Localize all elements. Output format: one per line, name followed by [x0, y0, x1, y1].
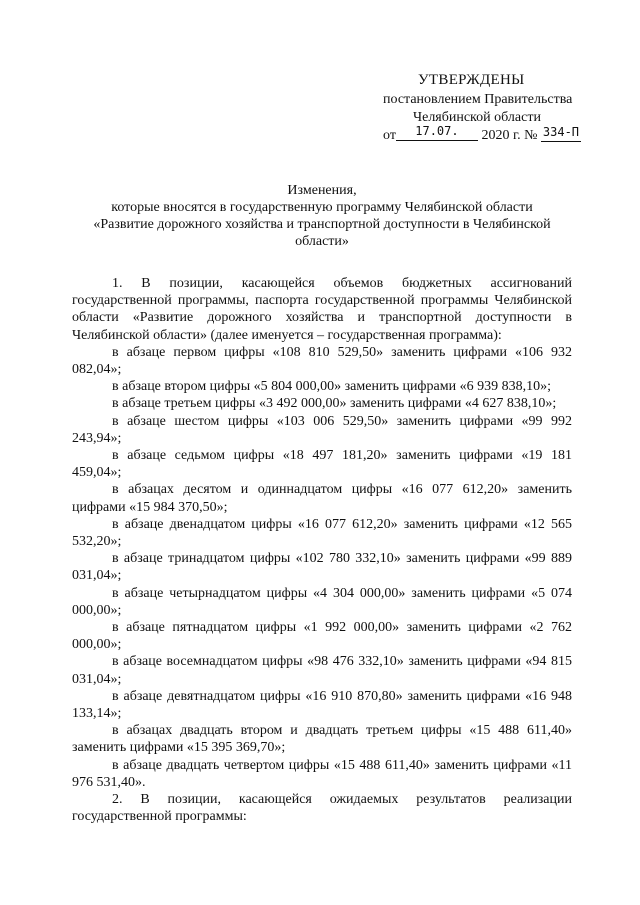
paragraph: в абзаце четырнадцатом цифры «4 304 000,00» заменить цифрами «5 074 000,00»; [72, 585, 572, 618]
paragraph: в абзаце первом цифры «108 810 529,50» заменить цифрами «106 932 082,04»; [72, 344, 572, 378]
paragraph: в абзаце седьмом цифры «18 497 181,20» заменить цифрами «19 181 459,04»; [72, 448, 572, 481]
paragraph: в абзаце девятнадцатом цифры «16 910 870,80» заменить цифрами «16 948 133,14»; [72, 688, 572, 722]
paragraph: в абзаце втором цифры «5 804 000,00» заменить цифрами «6 939 838,10»; [112, 379, 551, 395]
paragraph: в абзаце шестом цифры «103 006 529,50» заменить цифрами «99 992 243,94»; [72, 413, 572, 446]
decree-date: 17.07. [396, 123, 478, 141]
heading-line: которые вносятся в государственную программу Челябинской области [111, 200, 533, 215]
paragraph: 2. В позиции, касающейся ожидаемых результатов реализации государственной программы: [72, 792, 572, 825]
paragraph: в абзацах десятом и одиннадцатом цифры «16 077 612,20» заменить цифрами «15 984 370,50»; [72, 482, 572, 515]
paragraph: в абзацах двадцать втором и двадцать третьем цифры «15 488 611,40» заменить цифрами «15 395 369,70»; [72, 723, 572, 756]
decree-year: 2020 г. № [481, 128, 538, 143]
approved-by: постановлением Правительства [383, 92, 573, 107]
heading-line: области» [295, 234, 349, 249]
heading-line: Изменения, [287, 183, 357, 198]
paragraph: в абзаце двадцать четвертом цифры «15 488 611,40» заменить цифрами «11 976 531,40». [72, 757, 572, 790]
approved-title: УТВЕРЖДЕНЫ [418, 72, 525, 88]
paragraph: 1. В позиции, касающейся объемов бюджетных ассигнований государственной программы, паспорта государственной программы Челябинской области «Развитие дорожного хозяйства и транспортной доступности в Челябинской области» (далее именуется – государственная программа): [72, 276, 572, 343]
paragraph: в абзаце пятнадцатом цифры «1 992 000,00» заменить цифрами «2 762 000,00»; [72, 620, 572, 653]
paragraph: в абзаце тринадцатом цифры «102 780 332,10» заменить цифрами «99 889 031,04»; [72, 551, 572, 584]
paragraph: в абзаце третьем цифры «3 492 000,00» заменить цифрами «4 627 838,10»; [112, 396, 557, 412]
paragraph: в абзаце восемнадцатом цифры «98 476 332,10» заменить цифрами «94 815 031,04»; [72, 654, 572, 687]
approved-region: Челябинской области [413, 110, 541, 125]
heading-line: «Развитие дорожного хозяйства и транспортной доступности в Челябинской [93, 217, 551, 232]
decree-number: 334-П [541, 124, 581, 142]
document-heading [72, 182, 572, 250]
document-body [72, 275, 572, 826]
decree-date-line [383, 124, 581, 145]
paragraph: в абзаце двенадцатом цифры «16 077 612,20» заменить цифрами «12 565 532,20»; [72, 516, 572, 550]
date-prefix: от [383, 128, 396, 143]
